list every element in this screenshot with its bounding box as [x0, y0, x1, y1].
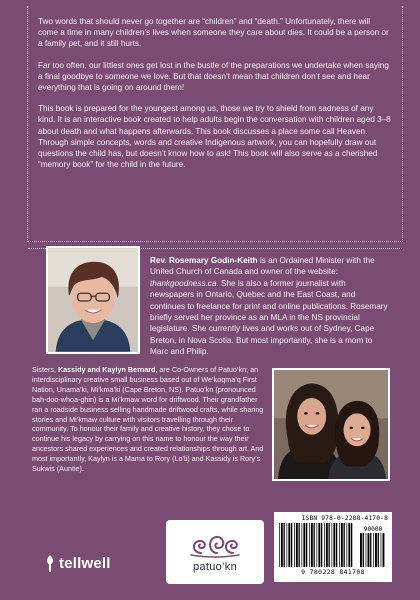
barcode-bar	[326, 523, 328, 567]
barcode-bar	[296, 523, 298, 567]
barcode-bar	[336, 523, 337, 567]
addon-barcode-bars	[359, 533, 387, 567]
blurb-box	[27, 6, 403, 242]
barcode-bar	[321, 523, 322, 567]
isbn-barcode	[274, 512, 392, 582]
barcode-bar	[294, 523, 295, 567]
barcode-bar	[347, 523, 348, 567]
barcode-bar	[368, 533, 370, 567]
price-code-block	[359, 526, 387, 567]
barcode-bar	[314, 523, 315, 567]
barcode-digits: 9 780228 841708	[301, 568, 365, 576]
barcode-bar	[383, 533, 385, 567]
barcode-bar	[363, 533, 364, 567]
blurb-paragraph-2: Far too often, our littlest ones get lost in the bustle of the preparations we undertake when saying a final goodbye to someone we love. But that doesn’t mean that children don’t see and hear everything that is going on around them!	[38, 60, 389, 93]
barcode-bar	[348, 523, 350, 567]
barcode-bar	[303, 523, 305, 567]
barcode-bar	[375, 533, 377, 567]
barcode-bar	[378, 533, 379, 567]
blurb-paragraph-3: This book is prepared for the youngest among us, those we try to shield from sadness of any kind. It is an interactive book created to help adults begin the conversation with children aged 3–8 about death and what happens afterwards. This book discusses a place some call Heaven. Through simple concepts, words and creative Indigenous artwork, you can hopefully draw out questions the child has, but doesn’t know how to ask! This book will also serve as a cherished “memory book” for the child in the future.	[38, 104, 391, 170]
barcode-bar	[309, 523, 310, 567]
barcode-bar	[333, 523, 335, 567]
sisters-portrait-image	[274, 370, 388, 479]
barcode-bar	[329, 523, 330, 567]
barcode-bar	[339, 523, 340, 567]
barcode-bar	[287, 523, 288, 567]
barcode-bar	[284, 523, 285, 567]
barcode-bar	[360, 533, 362, 567]
barcode-bar	[317, 523, 318, 567]
patuokn-wordmark: patuo’kn	[193, 561, 237, 573]
barcode-bar	[299, 523, 300, 567]
barcode-bar	[318, 523, 320, 567]
patuokn-logo	[166, 520, 264, 584]
sisters-names: Kassidy and Kaylyn Bernard	[57, 365, 156, 374]
author-photo	[46, 246, 140, 354]
sisters-photo	[272, 368, 390, 481]
barcode-bar	[366, 533, 367, 567]
barcode-bar	[291, 523, 292, 567]
author-name: Rev. Rosemary Godin-Keith	[150, 256, 258, 265]
isbn-number: ISBN 978-0-2288-4170-8	[301, 515, 388, 522]
barcode-bar	[373, 533, 374, 567]
tellwell-logo	[44, 548, 134, 578]
barcode-row	[278, 523, 388, 567]
price-code: 90000	[363, 526, 383, 533]
sisters-bio	[32, 365, 264, 474]
barcode-bar	[302, 523, 303, 567]
ean-barcode-bars	[278, 523, 356, 567]
author-bio	[150, 255, 390, 358]
barcode-bar	[341, 523, 343, 567]
barcode-bar	[381, 533, 382, 567]
barcode-bar	[324, 523, 325, 567]
sisters-bio-text: , are Co-Owners of Patuo’kn; an interdisciplinary creative small business based out of We’koqma’q First Nation, Unama’ki, Mi’kma’ki (Cape Breton, NS). Patuo’kn (pronounced bah-doo-whoa-ghin) is a Mi’kmaw word for driftwood. Their grandfather ran a roadside business selling handmade driftwood crafts, while sharing stories and Mi’kmaw culture with visitors travelling through their community. To honour their family and creative history, they chose to continue his legacy by carrying on this name to honour the way their ancestors shared experiences and created relationships through art. And most importantly, Kaylyn is a Mama to Rory (Lo’li) and Kassidy is Rory’s Sukwis (Auntie).	[32, 365, 264, 474]
author-bio-text-1: is an Ordained Minister with the United Church of Canada and owner of the website:	[150, 256, 375, 277]
barcode-bar	[370, 533, 371, 567]
barcode-bar	[288, 523, 290, 567]
author-website: thankgoodness.ca	[150, 278, 217, 288]
author-portrait-image	[48, 248, 138, 352]
tellwell-wordmark: tellwell	[59, 554, 111, 572]
author-bio-text-2: . She is also a former journalist with newspapers in Ontario, Quebec and the East Coast, and continues to freelance for print and online publications. Rosemary briefly served her province as an MLA in the NS provincial legislature. She currently lives and works out of Sydney, Cape Breton, in Nova Scotia. But most importantly, she is a mom to Marc and Philip.	[150, 278, 388, 357]
barcode-bar	[311, 523, 313, 567]
sisters-intro: Sisters,	[32, 365, 58, 374]
barcode-bar	[281, 523, 283, 567]
barcode-bar	[306, 523, 307, 567]
barcode-bar	[332, 523, 333, 567]
spiral-waves-icon	[187, 531, 243, 559]
tellwell-mark-icon	[44, 553, 56, 573]
barcode-bar	[351, 523, 352, 567]
barcode-bar	[279, 523, 280, 567]
blurb-paragraph-1: Two words that should never go together are “children” and “death.” Unfortunately, there will come a time in many children’s lives when someone they care about dies. It could be a person or a family pet, and it still hurts.	[38, 17, 389, 49]
barcode-bar	[344, 523, 345, 567]
